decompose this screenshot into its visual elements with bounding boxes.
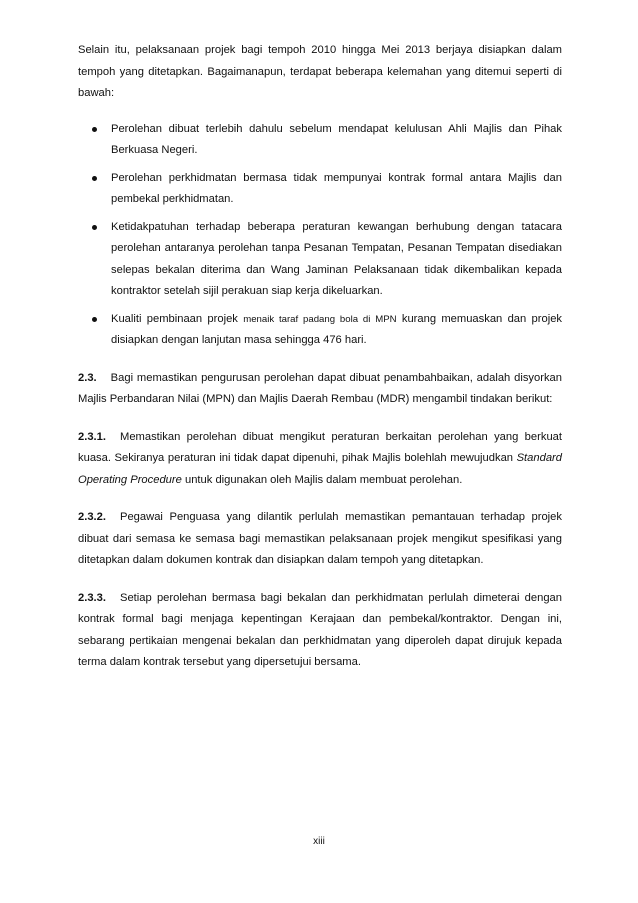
bullet-icon (92, 317, 97, 322)
section-number: 2.3.3. (78, 591, 106, 604)
list-item-text: Perolehan dibuat terlebih dahulu sebelum mendapat kelulusan Ahli Majlis dan Pihak Berkuasa Negeri. (111, 122, 562, 156)
page-number: xiii (313, 836, 325, 847)
list-item-text-start: Kualiti pembinaan projek (111, 312, 244, 325)
section-2-3-2 (78, 507, 562, 572)
list-item (78, 217, 562, 303)
list-item-text-end: kurang memuaskan dan projek disiapkan dengan lanjutan masa sehingga 476 hari. (111, 312, 563, 346)
section-text-start: Memastikan perolehan dibuat mengikut peraturan berkaitan perolehan yang berkuat kuasa. Sekiranya peraturan ini tidak dapat dipenuhi, pihak Majlis bolehlah mewujudkan (78, 430, 562, 464)
section-text: Bagi memastikan pengurusan perolehan dapat dibuat penambahbaikan, adalah disyorkan Majlis Perbandaran Nilai (MPN) dan Majlis Daerah Rembau (MDR) mengambil tindakan berikut: (78, 371, 562, 405)
section-number: 2.3.1. (78, 430, 106, 443)
section-number: 2.3.2. (78, 511, 106, 523)
section-text-italic: Standard Operating Procedure (78, 452, 562, 486)
bullet-icon (92, 127, 97, 132)
section-text: Setiap perolehan bermasa bagi bekalan dan perkhidmatan perlulah dimeterai dengan kontrak formal bagi menjaga kepentingan Kerajaan dan pembekal/kontraktor. Dengan ini, sebarang pertikaian mengenai bekalan dan perkhidmatan yang diperoleh dapat dirujuk kepada terma dalam kontrak tersebut yang dipersetujui bersama. (78, 591, 562, 668)
page-content (78, 40, 562, 690)
section-2-3-1 (78, 427, 562, 492)
section-text-end: untuk digunakan oleh Majlis dalam membuat perolehan. (181, 473, 463, 486)
section-2-3-3 (78, 588, 562, 674)
list-item-text: Perolehan perkhidmatan bermasa tidak mempunyai kontrak formal antara Majlis dan pembekal perkhidmatan. (111, 171, 562, 205)
section-number: 2.3. (78, 371, 97, 384)
intro-paragraph: Selain itu, pelaksanaan projek bagi tempoh 2010 hingga Mei 2013 berjaya disiapkan dalam tempoh yang ditetapkan. Bagaimanapun, terdapat beberapa kelemahan yang ditemui seperti di bawah: (78, 44, 562, 99)
weakness-list (78, 119, 562, 352)
bullet-icon (92, 176, 97, 181)
list-item (78, 168, 562, 211)
list-item (78, 119, 562, 162)
list-item-text-small: menaik taraf padang bola di MPN (243, 313, 397, 325)
section-text: Pegawai Penguasa yang dilantik perlulah memastikan pemantauan terhadap projek dibuat dari semasa ke semasa bagi memastikan pelaksanaan projek mengikut spesifikasi yang ditetapkan dalam dokumen kontrak dan disiapkan dalam tempoh yang ditetapkan. (78, 511, 562, 566)
list-item-text: Ketidakpatuhan terhadap beberapa peraturan kewangan berhubung dengan tatacara perolehan antaranya perolehan tanpa Pesanan Tempatan, Pesanan Tempatan disediakan selepas bekalan diterima dan Wang Jaminan Pelaksanaan tidak dikembalikan kepada kontraktor setelah sijil perakuan siap kerja dikeluarkan. (111, 220, 562, 297)
section-2-3 (78, 368, 562, 411)
bullet-icon (92, 225, 97, 230)
list-item (78, 309, 562, 352)
